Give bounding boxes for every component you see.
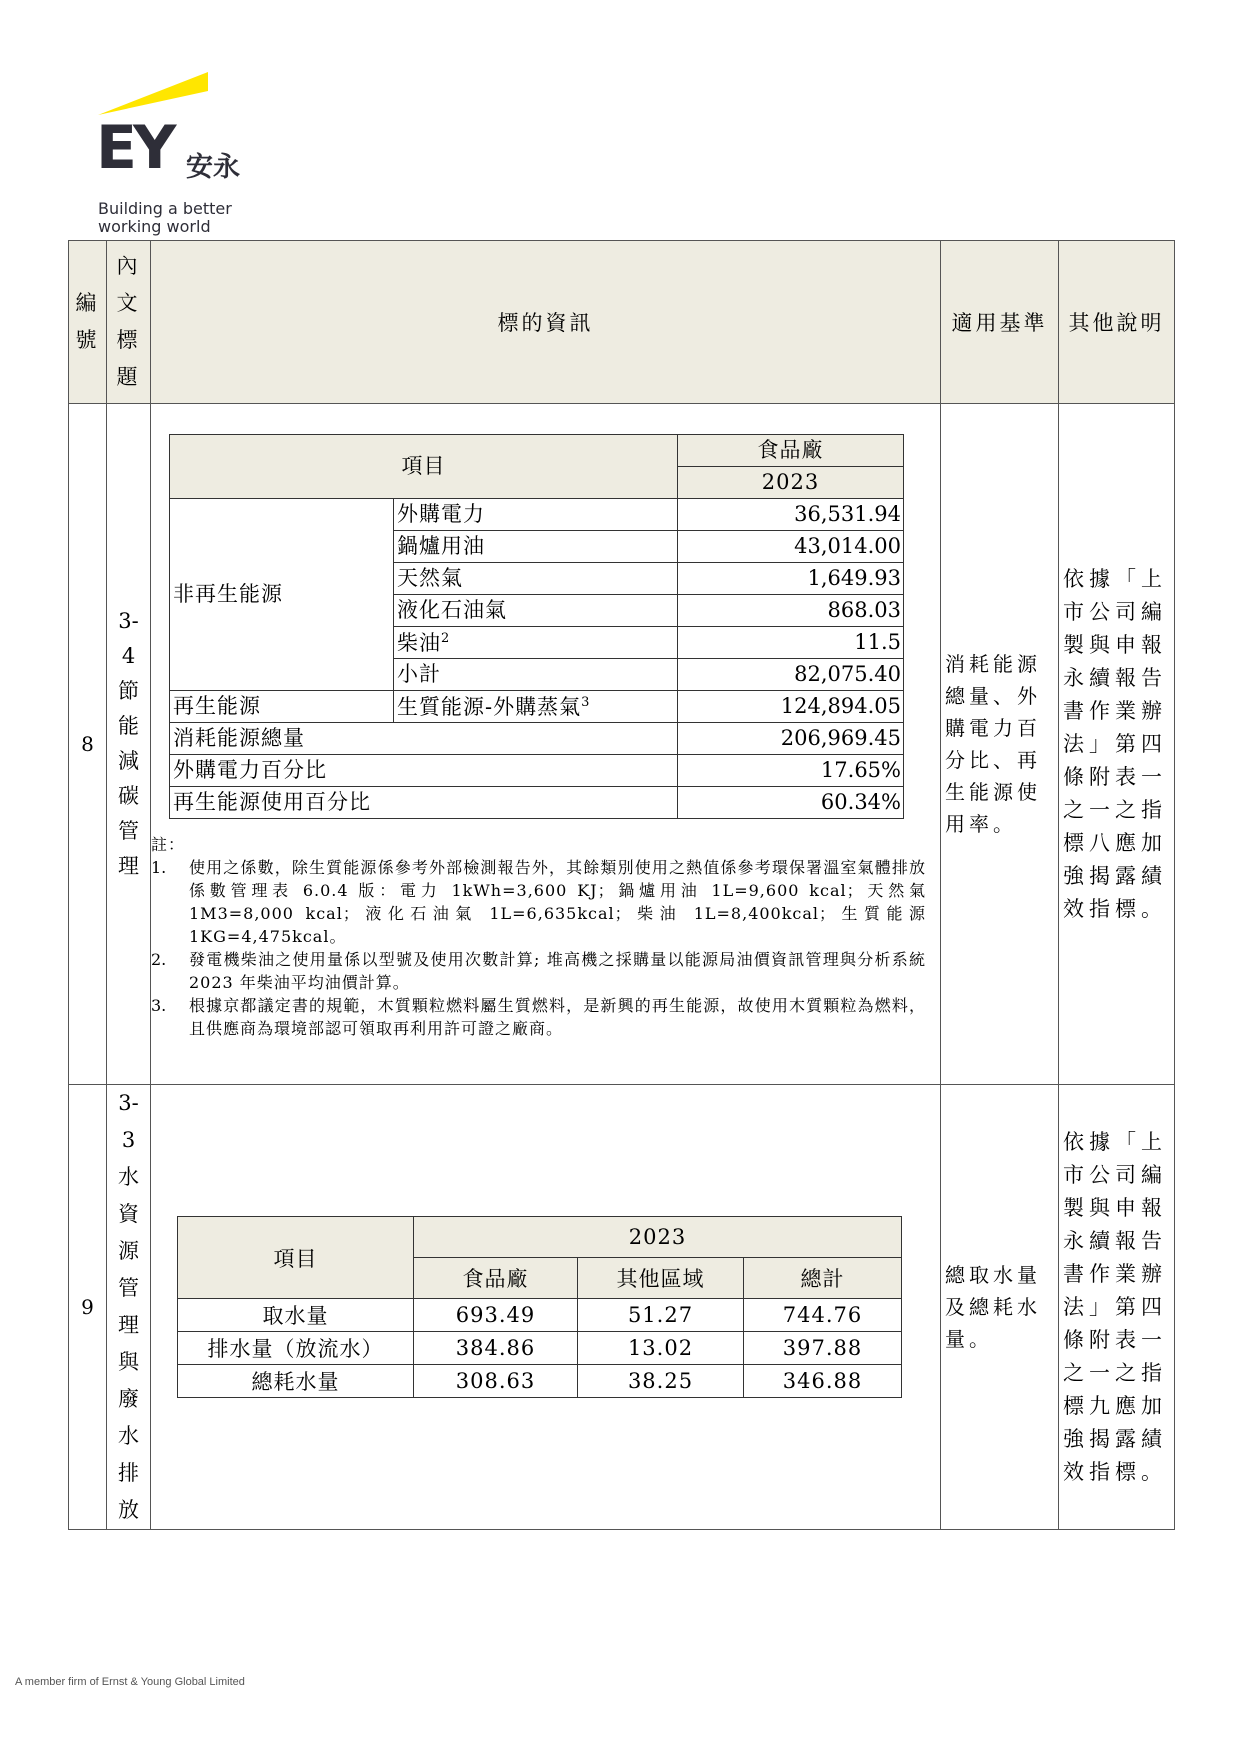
ey-beam-icon <box>96 72 214 118</box>
water-row <box>178 1332 902 1365</box>
energy-total-row <box>170 787 904 819</box>
water-item-header: 項目 <box>178 1217 414 1299</box>
disclosure-table <box>68 240 1175 1530</box>
energy-site-header: 食品廠 <box>678 435 904 467</box>
energy-value: 36,531.94 <box>678 499 904 531</box>
water-value: 13.02 <box>578 1332 744 1365</box>
total-label: 外購電力百分比 <box>170 755 678 787</box>
energy-header-row <box>170 435 904 467</box>
water-value: 693.49 <box>414 1299 578 1332</box>
energy-item: 鍋爐用油 <box>394 531 678 563</box>
note-item: 2. 發電機柴油之使用量係以型號及使用次數計算; 堆高機之採購量以能源局油價資訊管理與分析系統 2023 年柴油平均油價計算。 <box>151 950 926 992</box>
energy-item: 外購電力 <box>394 499 678 531</box>
header-other: 其他說明 <box>1059 241 1175 404</box>
energy-value: 82,075.40 <box>678 659 904 691</box>
water-value: 51.27 <box>578 1299 744 1332</box>
water-item: 排水量（放流水） <box>178 1332 414 1365</box>
energy-item: 液化石油氣 <box>394 595 678 627</box>
water-value: 308.63 <box>414 1365 578 1398</box>
header-info: 標的資訊 <box>151 241 941 404</box>
info-cell <box>151 404 941 1085</box>
energy-row <box>170 499 904 531</box>
water-row <box>178 1299 902 1332</box>
water-value: 346.88 <box>744 1365 902 1398</box>
note-item: 3. 根據京都議定書的規範，木質顆粒燃料屬生質燃料，是新興的再生能源，故使用木質顆粒為燃料，且供應商為環境部認可領取再利用許可證之廠商。 <box>151 996 926 1038</box>
water-value: 397.88 <box>744 1332 902 1365</box>
other-cell: 依據「上市公司編製與申報永續報告書作業辦法」第四條附表一之一之指標九應加強揭露績效指標。 <box>1059 1085 1175 1530</box>
energy-value: 1,649.93 <box>678 563 904 595</box>
table-row <box>69 404 1175 1085</box>
water-value: 744.76 <box>744 1299 902 1332</box>
other-cell: 依據「上市公司編製與申報永續報告書作業辦法」第四條附表一之一之指標八應加強揭露績效指標。 <box>1059 404 1175 1085</box>
header-number: 編號 <box>69 241 107 404</box>
logo-tagline: Building a better working world <box>98 199 232 236</box>
energy-item-header: 項目 <box>170 435 678 499</box>
row-title-cell <box>107 1085 151 1530</box>
header-title: 內文標題 <box>107 241 151 404</box>
row-number: 8 <box>69 404 107 1085</box>
energy-value: 124,894.05 <box>678 691 904 723</box>
row-title-cell <box>107 404 151 1085</box>
table-row <box>69 1085 1175 1530</box>
energy-year-header: 2023 <box>678 467 904 499</box>
row-number: 9 <box>69 1085 107 1530</box>
water-col-header: 其他區域 <box>578 1258 744 1299</box>
footnote-ref: 2 <box>441 630 451 646</box>
water-item: 取水量 <box>178 1299 414 1332</box>
logo-chinese: 安永 <box>186 152 240 183</box>
water-value: 38.25 <box>578 1365 744 1398</box>
logo-brand: EY <box>96 113 173 183</box>
footer-text: A member firm of Ernst & Young Global Limited <box>15 1676 245 1688</box>
renewable-label: 再生能源 <box>170 691 394 723</box>
energy-item: 小計 <box>394 659 678 691</box>
energy-item: 生質能源-外購蒸氣$^3$ <box>394 691 678 723</box>
water-value: 384.86 <box>414 1332 578 1365</box>
energy-total-row <box>170 755 904 787</box>
energy-row <box>170 691 904 723</box>
header-row <box>69 241 1175 404</box>
water-row <box>178 1365 902 1398</box>
water-col-header: 總計 <box>744 1258 902 1299</box>
non-renewable-label: 非再生能源 <box>170 499 394 691</box>
note-item: 1. 使用之係數，除生質能源係參考外部檢測報告外，其餘類別使用之熱值係參考環保署溫室氣體排放係數管理表 6.0.4 版：電力 1kWh=3,600 KJ；鍋爐用油 1L=9,600 kcal；天然氣 1M3=8,000 kcal；液化石油氣 1L=6,635kcal；柴油 1L=8,400kcal；生質能源 1KG=4,475kcal。 <box>151 858 926 946</box>
info-cell <box>151 1085 941 1530</box>
notes-title: 註： <box>151 835 186 854</box>
energy-table <box>169 434 904 819</box>
total-value: 206,969.45 <box>678 723 904 755</box>
total-value: 17.65% <box>678 755 904 787</box>
water-table <box>177 1216 902 1398</box>
energy-value: 43,014.00 <box>678 531 904 563</box>
water-year-header: 2023 <box>414 1217 902 1258</box>
water-item: 總耗水量 <box>178 1365 414 1398</box>
criteria-cell: 消耗能源總量、外購電力百分比、再生能源使用率。 <box>941 404 1059 1085</box>
notes <box>151 833 940 1040</box>
total-value: 60.34% <box>678 787 904 819</box>
energy-value: 868.03 <box>678 595 904 627</box>
total-label: 再生能源使用百分比 <box>170 787 678 819</box>
row-title: 3-4節能減碳管理 <box>118 609 139 878</box>
row-title: 3-3水資源管理與廢水排放 <box>118 1091 139 1522</box>
energy-value: 11.5 <box>678 627 904 659</box>
total-label: 消耗能源總量 <box>170 723 678 755</box>
energy-total-row <box>170 723 904 755</box>
header-criteria: 適用基準 <box>941 241 1059 404</box>
energy-item: 柴油$^2$ <box>394 627 678 659</box>
energy-item: 天然氣 <box>394 563 678 595</box>
water-header-row <box>178 1217 902 1258</box>
water-col-header: 食品廠 <box>414 1258 578 1299</box>
criteria-cell: 總取水量及總耗水量。 <box>941 1085 1059 1530</box>
footnote-ref: 3 <box>581 694 591 710</box>
ey-logo <box>96 72 276 242</box>
